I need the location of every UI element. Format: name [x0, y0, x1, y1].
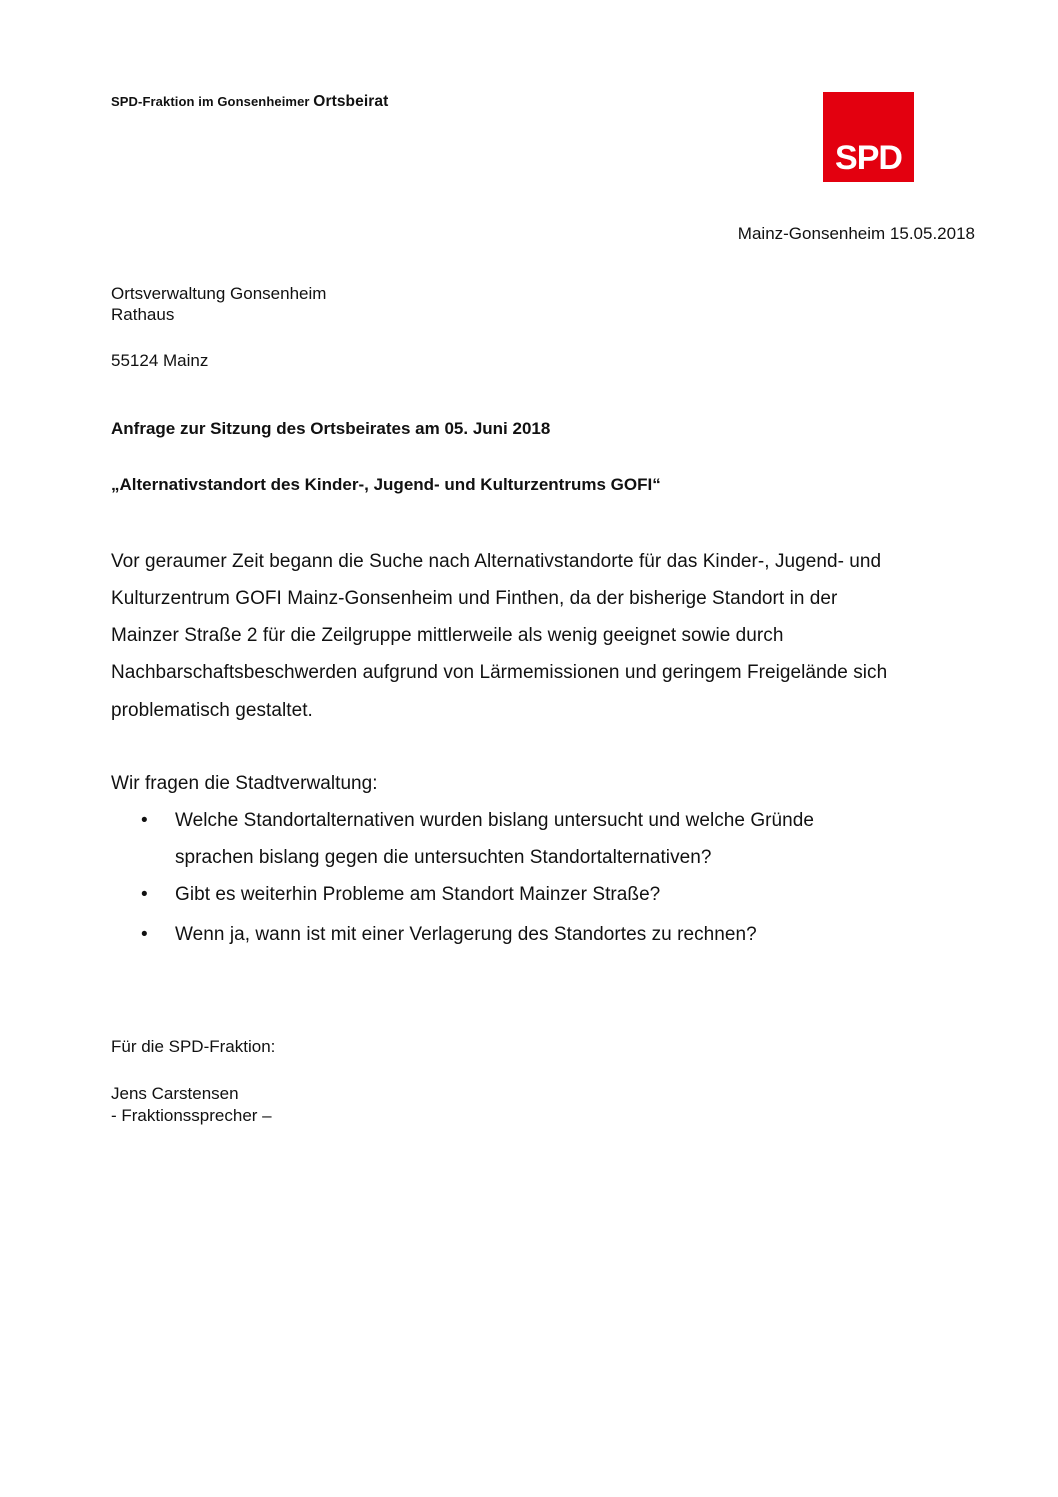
question-item: Gibt es weiterhin Probleme am Standort Mainzer Straße?	[175, 884, 661, 905]
sender-organization-suffix: Ortsbeirat	[313, 93, 389, 110]
question-item: Welche Standortalternativen wurden bislang untersucht und welche Gründe	[175, 810, 815, 831]
question-item: Wenn ja, wann ist mit einer Verlagerung des Standortes zu rechnen?	[175, 924, 757, 945]
sender-organization-prefix: SPD-Fraktion im Gonsenheimer	[111, 94, 310, 109]
recipient-building: Rathaus	[111, 305, 175, 324]
spd-logo	[823, 92, 914, 182]
recipient-name: Ortsverwaltung Gonsenheim	[111, 284, 327, 303]
body-line: Kulturzentrum GOFI Mainz-Gonsenheim und Finthen, da der bisherige Standort in der	[111, 588, 838, 609]
question-item-continuation: sprachen bislang gegen die untersuchten Standortalternativen?	[175, 847, 712, 868]
body-line: Nachbarschaftsbeschwerden aufgrund von Lärmemissionen und geringem Freigelände sich	[111, 662, 888, 683]
bullet-icon: •	[141, 810, 148, 831]
signature-name: Jens Carstensen	[111, 1084, 239, 1103]
letter-title: „Alternativstandort des Kinder-, Jugend- und Kulturzentrums GOFI“	[111, 475, 661, 494]
letter-date: Mainz-Gonsenheim 15.05.2018	[737, 224, 975, 243]
body-line: problematisch gestaltet.	[111, 700, 313, 721]
bullet-icon: •	[141, 924, 148, 945]
signature-role: - Fraktionssprecher –	[111, 1106, 272, 1125]
recipient-city: 55124 Mainz	[111, 351, 209, 370]
letter-subject: Anfrage zur Sitzung des Ortsbeirates am 05. Juni 2018	[111, 419, 551, 438]
question-intro: Wir fragen die Stadtverwaltung:	[111, 773, 378, 794]
body-line: Mainzer Straße 2 für die Zeilgruppe mittlerweile als wenig geeignet sowie durch	[111, 625, 784, 646]
signature-for-line: Für die SPD-Fraktion:	[111, 1037, 276, 1056]
spd-logo-text: SPD	[835, 139, 902, 177]
bullet-icon: •	[141, 884, 148, 905]
body-line: Vor geraumer Zeit begann die Suche nach Alternativstandorte für das Kinder-, Jugend- und	[111, 551, 882, 572]
sender-organization	[111, 93, 388, 111]
